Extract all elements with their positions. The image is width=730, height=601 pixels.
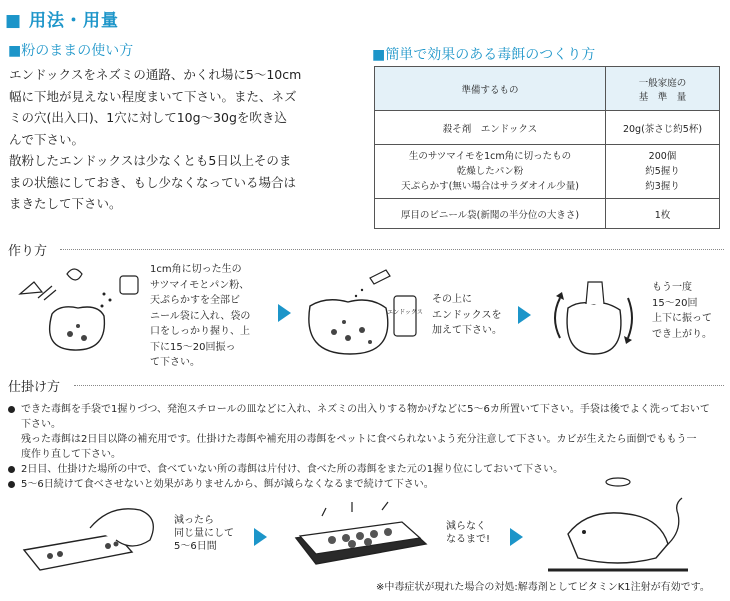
next-arrow-icon [510, 528, 523, 546]
powder-line: 幅に下地が見えない程度まいて下さい。また、ネズ [9, 88, 297, 104]
table-row: 殺そ剤 エンドックス 20g(茶さじ約5杯) [375, 111, 720, 145]
next-arrow-icon [254, 528, 267, 546]
list-item: 2日目、仕掛けた場所の中で、食べていない所の毒餌は片付け、食べた所の毒餌をまた元の1握り位にしておいて下さい。 [8, 462, 726, 477]
step1-text: 1cm角に切った生の サツマイモとパン粉、 天ぷらかすを全部ビ ニール袋に入れ、袋の 口をしっかり握り、上 下に15～20回振っ て下さい。 [150, 264, 251, 368]
step3-illustration [548, 268, 638, 360]
powder-line: まの状態にしておき、もし少なくなっている場合は [9, 174, 297, 190]
step3-text: もう一度 15～20回 上下に振って でき上がり。 [652, 282, 712, 340]
powder-line: ミの穴(出入口)、1穴に対して10g～30gを吹き込 [9, 110, 287, 125]
next-arrow-icon [278, 304, 291, 322]
divider [74, 385, 724, 386]
powder-heading: ■粉のままの使い方 [8, 43, 134, 59]
setup-heading: 仕掛け方 [8, 380, 61, 395]
bait-table [374, 66, 720, 229]
tray-full-illustration [292, 494, 432, 572]
package-label: エンドックス [387, 309, 423, 316]
until-caption: 減らなく なるまで! [446, 521, 491, 545]
powder-line: んで下さい。 [9, 131, 85, 147]
making-heading: 作り方 [8, 244, 48, 259]
tray-hand-illustration [20, 500, 168, 576]
table-row: 生のサツマイモを1cm角に切ったもの 乾燥したパン粉 天ぷらかす(無い場合はサラダオイル少量) 200個 約5握り 約3握り [375, 145, 720, 199]
step2-illustration [300, 266, 428, 358]
powder-instructions [9, 64, 364, 215]
list-item: できた毒餌を手袋で1握りづつ、発泡スチロールの皿などに入れ、ネズミの出入りする物かげなどに5～6カ所置いて下さい。手袋は後でよく洗っておいて [8, 402, 726, 417]
setup-instructions: できた毒餌を手袋で1握りづつ、発泡スチロールの皿などに入れ、ネズミの出入りする物かげなどに5～6カ所置いて下さい。手袋は後でよく洗っておいて 下さい。 残った毒餌は2日目以降の補充用です。仕掛けた毒餌や補充用の毒餌をペットに食べられないよう充分注意して下さい。カビが生えたら面倒でももう一 度作り直して下さい。 2日目、仕掛けた場所の中で、食べていない所の毒餌は片付け、食べた所の毒餌をまた元の1握り位にしておいて下さい。 5～6日続けて食べさせないと効果がありませんから、餌が減らなくなるまで続けて下さい。 [8, 402, 726, 492]
table-row: 厚目のビニール袋(新聞の半分位の大きさ) 1枚 [375, 199, 720, 229]
powder-line: エンドックスをネズミの通路、かくれ場に5～10cm [9, 67, 302, 82]
divider [60, 249, 724, 250]
list-item: 5～6日続けて食べさせないと効果がありませんから、餌が減らなくなるまで続けて下さい。 [8, 477, 726, 492]
dead-rat-illustration [548, 474, 688, 574]
powder-line: 散粉したエンドックスは少なくとも5日以上そのま [9, 153, 292, 168]
refill-caption: 減ったら 同じ量にして 5～6日間 [174, 515, 234, 552]
table-header-items: 準備するもの [375, 67, 606, 111]
bait-heading: ■簡単で効果のある毒餌のつくり方 [372, 47, 596, 63]
step2-text: その上に エンドックスを 加えて下さい。 [432, 294, 502, 336]
page-title: ■ 用法・用量 [5, 11, 119, 31]
next-arrow-icon [518, 306, 531, 324]
powder-line: まきたして下さい。 [9, 196, 122, 211]
antidote-note: ※中毒症状が現れた場合の対処:解毒剤としてビタミンK1注射が有効です。 [376, 582, 710, 593]
step1-illustration [12, 264, 144, 354]
table-header-amount: 一般家庭の 基 準 量 [606, 67, 720, 111]
